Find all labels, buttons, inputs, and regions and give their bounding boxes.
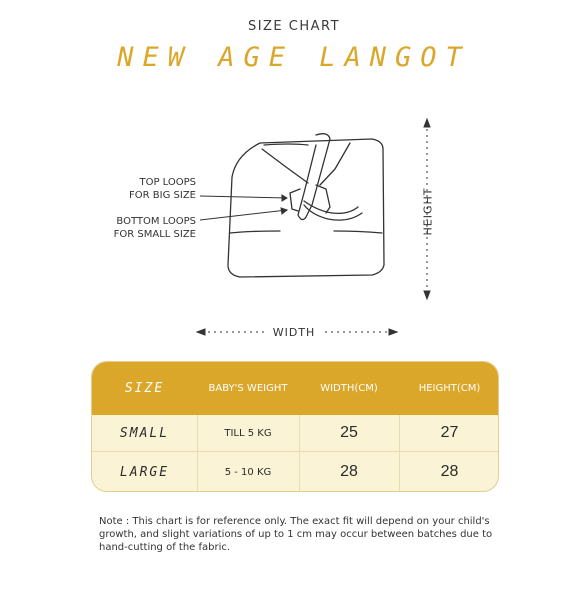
top-loops-line1: TOP LOOPS [139,177,196,188]
row-size: LARGE [119,464,170,480]
column-divider [197,415,198,492]
header-weight: BABY'S WEIGHT [208,383,288,394]
bottom-loops-arrow [200,210,287,220]
column-divider [399,415,400,492]
row-height: 27 [440,424,459,441]
product-title: NEW AGE LANGOT [117,42,471,73]
arrow-down-icon [424,291,430,299]
bottom-loops-label [78,215,196,241]
row-size: SMALL [119,425,170,441]
table-row [92,415,498,451]
arrow-up-icon [424,119,430,127]
arrow-head-icon [281,208,287,214]
arrow-right-icon [389,329,397,335]
header-height: HEIGHT(CM) [418,383,481,394]
table-header-row [92,362,498,415]
bottom-loops-line1: BOTTOM LOOPS [116,216,196,227]
row-width: 28 [340,463,358,480]
langot-outline [228,134,384,277]
arrow-left-icon [197,329,205,335]
top-loops-line2: FOR BIG SIZE [129,190,196,201]
height-label: HEIGHT [421,187,435,236]
header-width: WIDTH(CM) [320,383,378,394]
width-label: WIDTH [272,326,316,339]
row-weight: TILL 5 KG [224,427,272,439]
disclaimer-note: Note : This chart is for reference only. The exact fit will depend on your child's growth, and slight variations of up to 1 cm may occur between batches due to hand-cutting of the fabric. [99,516,493,553]
row-weight: 5 - 10 KG [224,466,272,478]
bottom-loops-line2: FOR SMALL SIZE [113,229,196,240]
top-loops-arrow [200,196,287,198]
top-loops-label [86,176,196,202]
column-divider [299,415,300,492]
arrow-head-icon [282,195,287,201]
header-size: SIZE [124,381,165,396]
row-width: 25 [340,424,358,441]
loop-arrows [200,195,287,220]
table-row [92,452,498,492]
size-chart-heading: SIZE CHART [247,19,341,34]
size-table [91,361,499,492]
row-height: 28 [440,463,459,480]
